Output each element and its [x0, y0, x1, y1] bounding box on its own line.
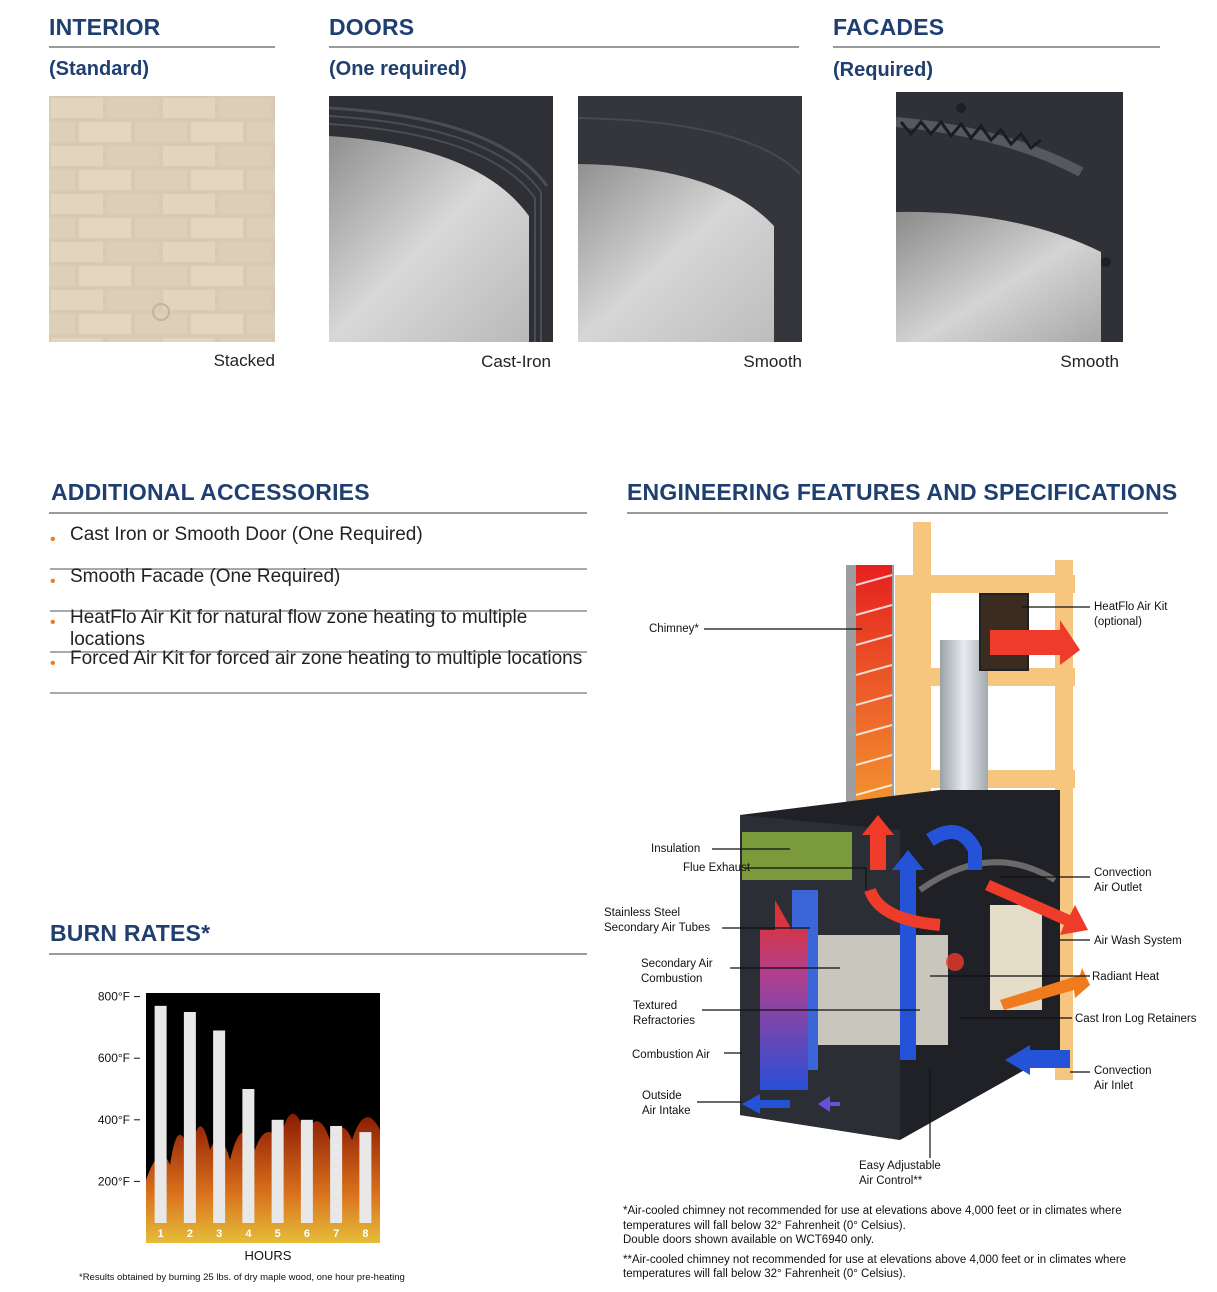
label-combustion-air: Combustion Air	[632, 1049, 710, 1061]
bullet-icon: •	[50, 614, 56, 631]
y-tick-label: 200°F	[97, 1174, 130, 1189]
label-secondary-line2: Combustion	[641, 973, 703, 985]
bar-hour-2	[184, 1012, 196, 1223]
stacked-brick-swatch	[49, 96, 275, 342]
label-stainless-line1: Stainless Steel	[604, 907, 681, 919]
label-conv-inlet-line1: Convection	[1094, 1065, 1152, 1077]
accessory-item	[50, 607, 587, 653]
accessories-title: ADDITIONAL ACCESSORIES	[51, 479, 370, 505]
label-air-control-line2: Air Control**	[859, 1175, 923, 1187]
x-tick-label: 1	[157, 1228, 164, 1240]
x-tick-label: 2	[186, 1228, 193, 1240]
label-secondary-line1: Secondary Air	[641, 958, 713, 970]
label-outside-line2: Air Intake	[642, 1105, 691, 1117]
interior-caption: Stacked	[213, 351, 275, 370]
interior-subtitle: (Standard)	[49, 58, 149, 80]
interior-rule	[49, 46, 275, 48]
facade-caption: Smooth	[1060, 352, 1119, 371]
smooth-facade-swatch[interactable]	[896, 92, 1123, 342]
bar-hour-4	[242, 1089, 254, 1223]
burn-rates-chart-svg	[60, 990, 400, 1270]
x-tick-label: 6	[303, 1228, 310, 1240]
bar-hour-7	[330, 1126, 342, 1223]
doors-subtitle: (One required)	[329, 58, 467, 80]
label-stainless-tubes	[604, 906, 710, 936]
label-log-retainers: Cast Iron Log Retainers	[1075, 1013, 1197, 1025]
label-chimney: Chimney*	[649, 623, 699, 635]
burn-rates-chart	[60, 990, 400, 1270]
note-line: *Air-cooled chimney not recommended for use at elevations above 4,000 feet or in climates where	[623, 1205, 1122, 1217]
accessory-item	[50, 648, 587, 694]
x-tick-label: 7	[333, 1228, 340, 1240]
engineering-title: ENGINEERING FEATURES AND SPECIFICATIONS	[627, 479, 1178, 505]
accessory-item	[50, 524, 587, 570]
facades-subtitle: (Required)	[833, 59, 933, 81]
facades-title: FACADES	[833, 14, 945, 40]
x-tick-label: 8	[362, 1228, 369, 1240]
x-tick-label: 4	[245, 1228, 252, 1240]
bar-hour-6	[301, 1120, 313, 1223]
bar-hour-8	[359, 1132, 371, 1223]
label-flue-exhaust: Flue Exhaust	[683, 862, 751, 874]
smooth-door-caption: Smooth	[743, 352, 802, 371]
label-outside-air-intake	[642, 1089, 691, 1119]
y-tick-label: 800°F	[97, 990, 130, 1004]
accessory-text: Forced Air Kit for forced air zone heating to multiple locations	[70, 648, 583, 669]
engineering-notes	[623, 1204, 1213, 1282]
label-air-control-line1: Easy Adjustable	[859, 1160, 941, 1172]
label-conv-outlet-line2: Air Outlet	[1094, 882, 1142, 894]
accessory-text: HeatFlo Air Kit for natural flow zone heating to multiple locations	[70, 607, 528, 650]
y-tick-label: 400°F	[97, 1112, 130, 1127]
label-outside-line1: Outside	[642, 1090, 682, 1102]
y-tick-label: 600°F	[97, 1051, 130, 1066]
bullet-icon: •	[50, 655, 56, 672]
accessory-text: Smooth Facade (One Required)	[70, 566, 341, 587]
cast-iron-door-swatch[interactable]	[329, 96, 553, 342]
accessories-rule	[49, 512, 587, 514]
label-insulation: Insulation	[651, 843, 701, 855]
label-air-control	[859, 1159, 941, 1189]
cast-iron-caption: Cast-Iron	[481, 352, 551, 371]
label-secondary-combustion	[641, 957, 713, 987]
bullet-icon: •	[50, 531, 56, 548]
burn-rates-title: BURN RATES*	[50, 920, 211, 946]
note-line: temperatures will fall below 32° Fahrenheit (0° Celsius).	[623, 1219, 906, 1232]
note-line: temperatures will fall below 32° Fahrenheit (0° Celsius).	[623, 1268, 906, 1280]
label-heatflo-line2: (optional)	[1094, 616, 1142, 628]
facades-rule	[833, 46, 1160, 48]
smooth-door-swatch[interactable]	[578, 96, 802, 342]
bar-hour-5	[272, 1120, 284, 1223]
doors-title: DOORS	[329, 14, 415, 40]
accessory-item	[50, 566, 587, 612]
x-tick-label: 3	[216, 1228, 223, 1240]
label-conv-outlet-line1: Convection	[1094, 867, 1152, 879]
bullet-icon: •	[50, 573, 56, 590]
note-line: **Air-cooled chimney not recommended for use at elevations above 4,000 feet or in climates where	[623, 1253, 1127, 1266]
x-tick-label: 5	[274, 1228, 281, 1240]
x-axis-label: HOURS	[244, 1248, 292, 1263]
label-radiant-heat: Radiant Heat	[1092, 971, 1160, 983]
burn-rates-rule	[49, 953, 587, 955]
label-convection-inlet	[1094, 1064, 1152, 1094]
label-heatflo-line1: HeatFlo Air Kit	[1094, 601, 1168, 613]
interior-title: INTERIOR	[49, 14, 161, 40]
label-air-wash: Air Wash System	[1094, 935, 1182, 947]
doors-rule	[329, 46, 799, 48]
engineering-rule	[627, 512, 1168, 514]
label-textured-line1: Textured	[633, 1000, 678, 1012]
bar-hour-3	[213, 1030, 225, 1223]
note-line: Double doors shown available on WCT6940 only.	[623, 1234, 875, 1246]
label-textured-line2: Refractories	[633, 1015, 695, 1027]
accessory-text: Cast Iron or Smooth Door (One Required)	[70, 524, 423, 545]
label-conv-inlet-line2: Air Inlet	[1094, 1080, 1133, 1092]
bar-hour-1	[155, 1006, 167, 1223]
label-textured-refractories	[633, 999, 695, 1029]
label-heatflo	[1094, 600, 1168, 630]
burn-rates-footnote: *Results obtained by burning 25 lbs. of dry maple wood, one hour pre-heating	[79, 1272, 405, 1283]
label-stainless-line2: Secondary Air Tubes	[604, 922, 711, 934]
label-convection-outlet	[1094, 866, 1152, 896]
